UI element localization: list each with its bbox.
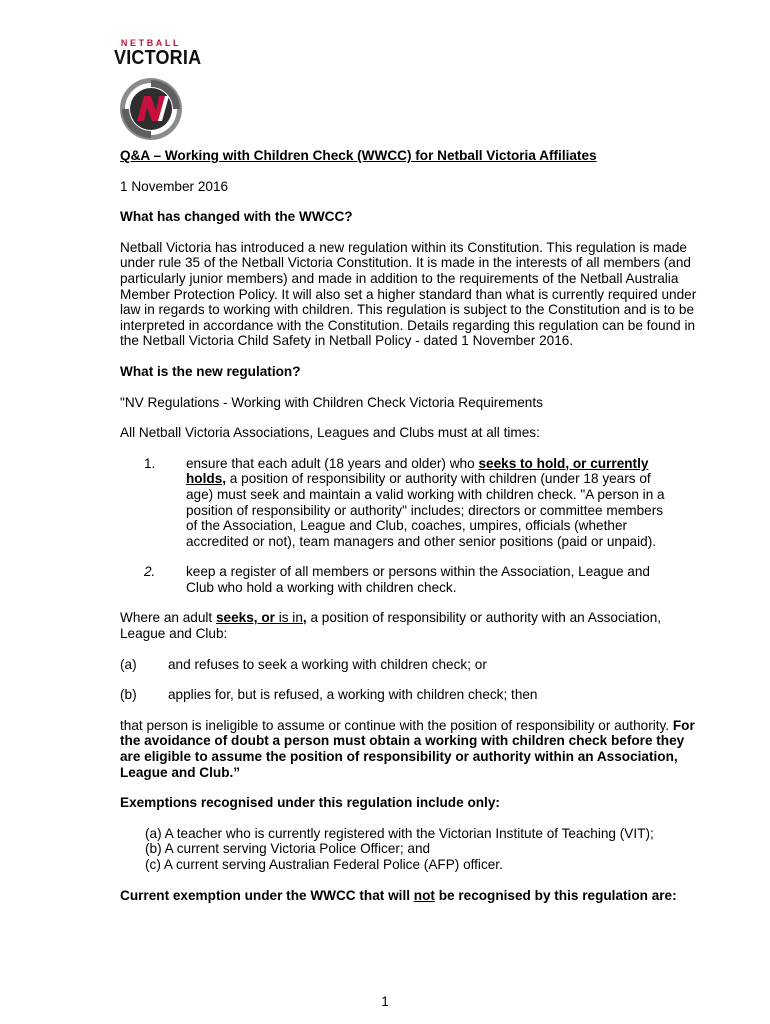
item1-text-pre: ensure that each adult (18 years and older) who bbox=[186, 455, 479, 471]
item1-text-post: a position of responsibility or authority with children (under 18 years of age) must seek and maintain a valid working with children check. "A person in a position of responsibility or authority" includes; directors or committee members of the Association, League and Club, coaches, umpires, officials (whether accredited or not), team managers and other senior positions (paid or unpaid). bbox=[186, 471, 665, 549]
where-emphasis: seeks, or bbox=[215, 610, 279, 626]
document-date: 1 November 2016 bbox=[120, 178, 229, 194]
list-item bbox=[120, 564, 698, 595]
list-item: (a) A teacher who is currently registered with the Victorian Institute of Teaching (VIT); bbox=[145, 825, 654, 841]
netball-victoria-logo-icon bbox=[118, 76, 184, 142]
consequence-emphasis: For the avoidance of doubt a person must obtain a working with children check before they are eligible to assume the position of responsibility or authority within an Association, League and Club.” bbox=[120, 717, 695, 780]
list-item-number: 2. bbox=[144, 564, 156, 580]
exemptions-list bbox=[120, 826, 698, 873]
current-text-pre: Current exemption under the WWCC that will bbox=[120, 887, 414, 903]
where-text-pre: Where an adult bbox=[120, 610, 216, 626]
condition-text: and refuses to seek a working with children check; or bbox=[168, 656, 487, 672]
list-item-text bbox=[166, 456, 674, 550]
where-text-mid: is in bbox=[278, 610, 303, 626]
list-item bbox=[120, 687, 698, 703]
list-item bbox=[120, 657, 698, 673]
consequence-paragraph bbox=[120, 718, 698, 780]
list-item bbox=[120, 456, 698, 550]
logo-brand-top: NETBALL bbox=[120, 38, 182, 48]
condition-label: (a) bbox=[120, 656, 137, 672]
exemptions-heading: Exemptions recognised under this regulation include only: bbox=[120, 795, 500, 811]
netball-victoria-logo bbox=[114, 38, 202, 150]
new-regulation-heading: What is the new regulation? bbox=[120, 363, 301, 379]
changed-body: Netball Victoria has introduced a new regulation within its Constitution. This regulation is made under rule 35 of the Netball Victoria Constitution. It is made in the interests of all members (and particularly junior members) and made in addition to the requirements of the Netball Australia Member Protection Policy. It will also set a higher standard than what is currently required under law in regards to working with children. This regulation is subject to the Constitution and is to be interpreted in accordance with the Constitution. Details regarding this regulation can be found in the Netball Victoria Child Safety in Netball Policy - dated 1 November 2016. bbox=[120, 239, 697, 349]
condition-label: (b) bbox=[120, 687, 137, 703]
current-text-post: be recognised by this regulation are: bbox=[434, 887, 677, 903]
current-not: not bbox=[413, 887, 435, 903]
where-text-post: a position of responsibility or authority with an Association, League and Club: bbox=[120, 610, 662, 642]
list-item-text: keep a register of all members or persons within the Association, League and Club who hold a working with children check. bbox=[186, 564, 650, 595]
document-body bbox=[120, 148, 698, 903]
condition-text: applies for, but is refused, a working with children check; then bbox=[168, 687, 538, 703]
where-comma: , bbox=[302, 610, 307, 626]
list-item-number: 1. bbox=[144, 455, 156, 471]
item1-emphasis: seeks to hold, or currently holds, bbox=[186, 455, 649, 487]
list-item: (c) A current serving Australian Federal Police (AFP) officer. bbox=[145, 857, 503, 872]
page-title: Q&A – Working with Children Check (WWCC) for Netball Victoria Affiliates bbox=[120, 148, 597, 163]
condition-list bbox=[120, 657, 698, 703]
list-item: (b) A current serving Victoria Police Officer; and bbox=[145, 841, 431, 857]
regulation-list bbox=[120, 456, 698, 596]
regulation-title: "NV Regulations - Working with Children Check Victoria Requirements bbox=[120, 394, 543, 410]
page-number: 1 bbox=[381, 994, 389, 1009]
changed-heading: What has changed with the WWCC? bbox=[120, 209, 353, 225]
regulation-intro: All Netball Victoria Associations, Leagues and Clubs must at all times: bbox=[120, 425, 540, 441]
logo-brand-main: VICTORIA bbox=[114, 45, 202, 69]
consequence-text: that person is ineligible to assume or continue with the position of responsibility or authority. bbox=[120, 717, 673, 733]
where-paragraph bbox=[120, 610, 698, 641]
current-exemption-heading bbox=[120, 888, 698, 904]
